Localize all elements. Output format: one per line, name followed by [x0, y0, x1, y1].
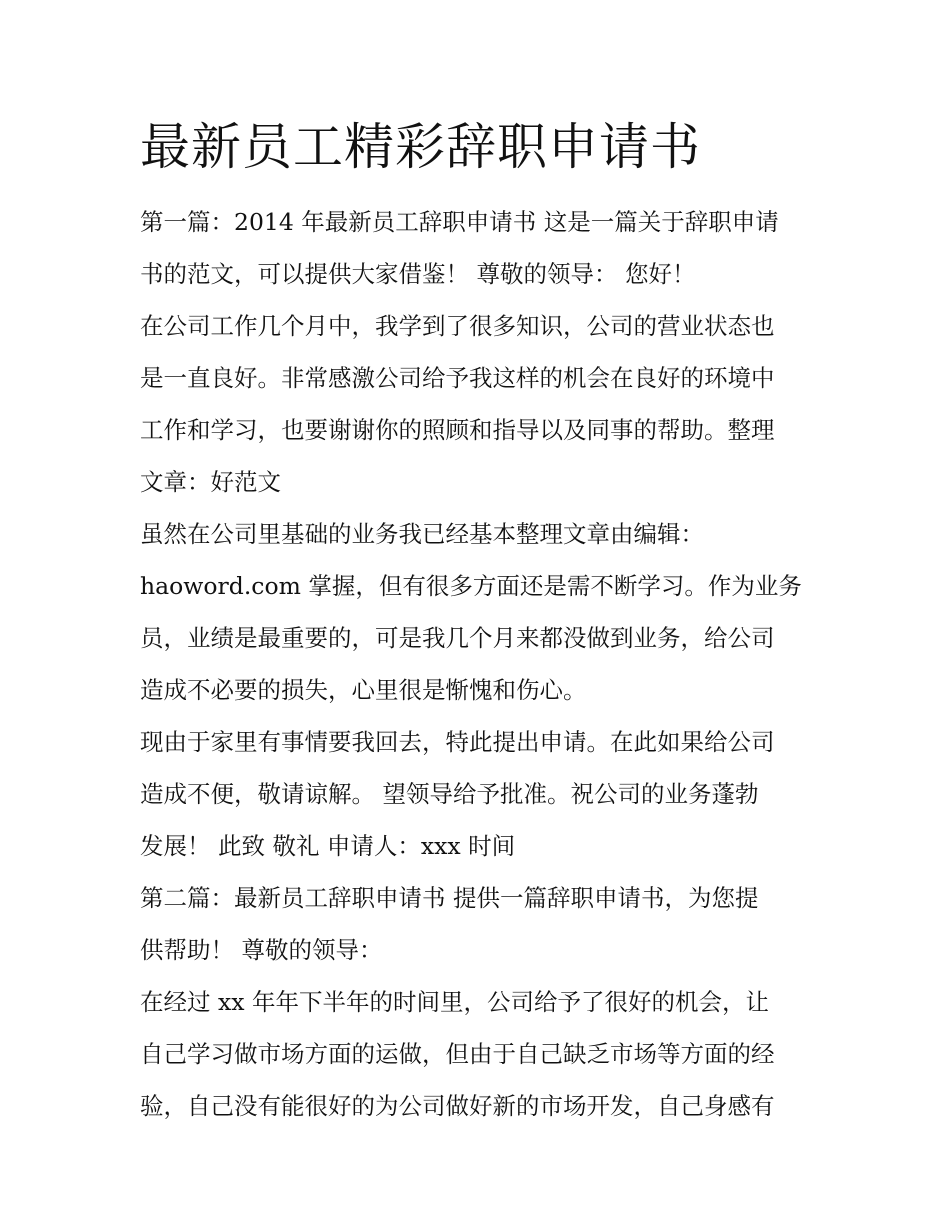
- paragraph-line: 书的范文，可以提供大家借鉴！ 尊敬的领导： 您好！: [140, 260, 696, 288]
- paragraph-line: 发展！ 此致 敬礼 申请人：xxx 时间: [140, 832, 516, 860]
- document-body: [140, 196, 812, 1132]
- paragraph-line: 第二篇：最新员工辞职申请书 提供一篇辞职申请书，为您提: [140, 884, 759, 912]
- paragraph-line: haoword.com 掌握，但有很多方面还是需不断学习。作为业务: [140, 572, 802, 600]
- paragraph-line: 在公司工作几个月中，我学到了很多知识，公司的营业状态也: [140, 312, 775, 340]
- paragraph-line: 造成不便，敬请谅解。 望领导给予批准。祝公司的业务蓬勃: [140, 780, 759, 808]
- paragraph-line: 供帮助！ 尊敬的领导：: [140, 936, 383, 964]
- paragraph-line: 是一直良好。非常感激公司给予我这样的机会在良好的环境中: [140, 364, 775, 392]
- paragraph-line: 虽然在公司里基础的业务我已经基本整理文章由编辑：: [140, 520, 704, 548]
- paragraph-line: 第一篇：2014 年最新员工辞职申请书 这是一篇关于辞职申请: [140, 208, 779, 236]
- paragraph-line: 验，自己没有能很好的为公司做好新的市场开发，自己身感有: [140, 1092, 775, 1120]
- document-title: 最新员工精彩辞职申请书: [140, 118, 701, 176]
- paragraph-line: 造成不必要的损失，心里很是惭愧和伤心。: [140, 676, 587, 704]
- paragraph-line: 在经过 xx 年年下半年的时间里，公司给予了很好的机会，让: [140, 988, 769, 1016]
- paragraph-line: 文章：好范文: [140, 468, 281, 496]
- paragraph-line: 工作和学习，也要谢谢你的照顾和指导以及同事的帮助。整理: [140, 416, 775, 444]
- paragraph-line: 员，业绩是最重要的，可是我几个月来都没做到业务，给公司: [140, 624, 775, 652]
- paragraph-line: 现由于家里有事情要我回去，特此提出申请。在此如果给公司: [140, 728, 775, 756]
- paragraph-line: 自己学习做市场方面的运做，但由于自己缺乏市场等方面的经: [140, 1040, 775, 1068]
